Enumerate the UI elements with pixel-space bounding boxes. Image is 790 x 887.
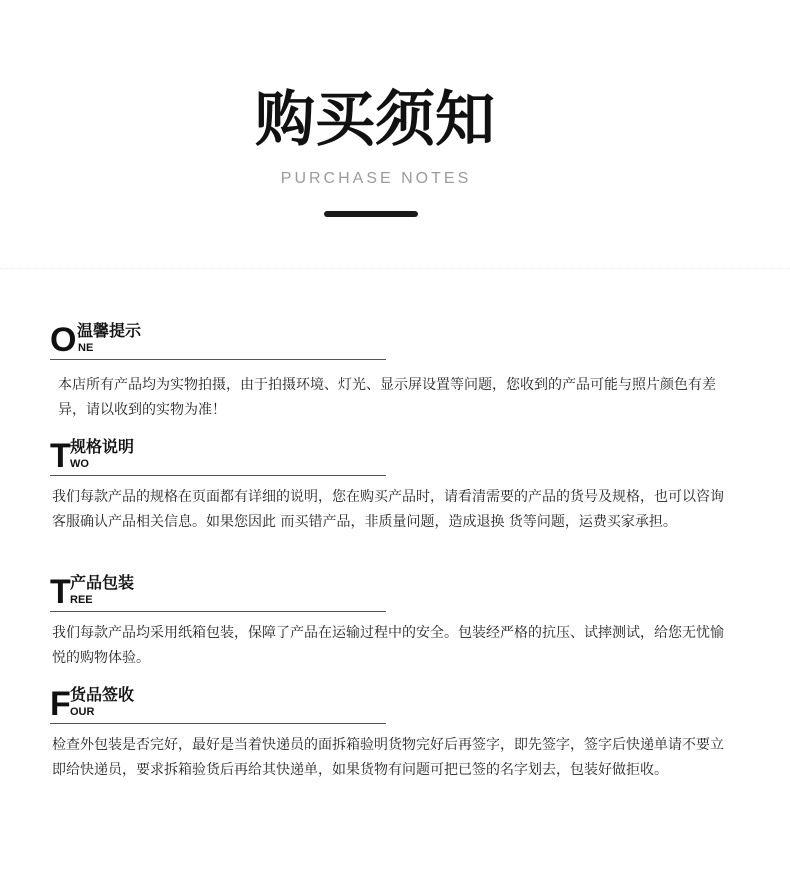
section-header	[50, 437, 386, 476]
section-title: 产品包装	[70, 573, 135, 592]
section-number-letter: T	[50, 573, 71, 611]
section-header	[50, 685, 386, 724]
section-number-suffix: OUR	[70, 706, 95, 718]
section-body: 检查外包装是否完好，最好是当着快递员的面拆箱验明货物完好后再签字，即先签字，签字后快递单请不要立即给快递员，要求拆箱验货后再给其快递单，如果货物有问题可把已签的名字划去，包装好做拒收。	[52, 737, 724, 778]
section-body: 我们每款产品均采用纸箱包装，保障了产品在运输过程中的安全。包装经严格的抗压、试摔测试，给您无忧愉悦的购物体验。	[52, 625, 724, 666]
section-number-letter: F	[50, 685, 71, 723]
section-number-suffix: NE	[78, 342, 94, 354]
section-number-suffix: WO	[70, 458, 89, 470]
title-underline-bar	[324, 211, 418, 217]
page-header	[0, 0, 790, 230]
section-body: 我们每款产品的规格在页面都有详细的说明，您在购买产品时，请看清需要的产品的货号及规格，也可以咨询客服确认产品相关信息。如果您因此 而买错产品，非质量问题，造成退换 货等问题，运费买家承担。	[52, 489, 724, 530]
section-number-letter: T	[50, 437, 71, 475]
section-title: 温馨提示	[77, 321, 142, 340]
section-title: 规格说明	[70, 437, 135, 456]
section-number-letter: O	[50, 321, 77, 359]
section-title: 货品签收	[70, 685, 135, 704]
dotted-divider	[0, 268, 790, 269]
page-subtitle: PURCHASE NOTES	[280, 170, 472, 187]
page-title: 购买须知	[255, 85, 495, 155]
section-number-suffix: REE	[70, 594, 93, 606]
section-header	[50, 573, 386, 612]
section-body: 本店所有产品均为实物拍摄，由于拍摄环境、灯光、显示屏设置等问题，您收到的产品可能与照片颜色有差异，请以收到的实物为准！	[58, 377, 716, 418]
section-header	[50, 321, 386, 360]
